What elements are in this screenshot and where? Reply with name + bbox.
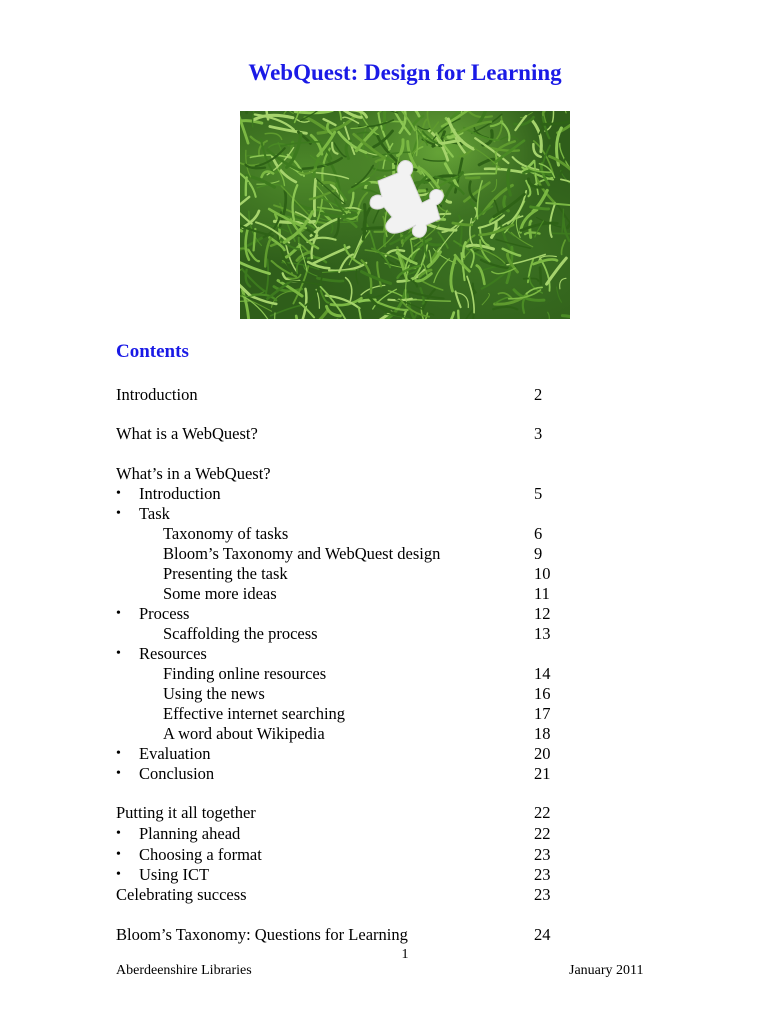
bullet-icon: •	[116, 867, 121, 882]
toc-entry-page: 22	[534, 824, 551, 843]
bullet-icon: •	[116, 606, 121, 621]
toc-entry-label: Putting it all together	[116, 803, 256, 822]
toc-entry-page: 11	[534, 584, 550, 603]
toc-entry-label: Finding online resources	[163, 664, 327, 683]
bullet-icon: •	[116, 847, 121, 862]
toc-entry-label: Scaffolding the process	[163, 624, 318, 643]
toc-entry-label: Celebrating success	[116, 885, 247, 904]
toc-entry-label: What is a WebQuest?	[116, 424, 258, 443]
toc-entry-page: 17	[534, 704, 551, 723]
footer-right: January 2011	[569, 963, 644, 978]
toc-entry-page: 9	[534, 544, 543, 563]
toc-entry-label: Taxonomy of tasks	[163, 524, 289, 543]
toc-entry-page: 23	[534, 845, 551, 864]
toc-entry-page: 12	[534, 604, 551, 623]
toc-entry-label: Process	[139, 604, 190, 623]
toc-entry-label: What’s in a WebQuest?	[116, 464, 271, 483]
contents-heading: Contents	[116, 341, 189, 362]
bullet-icon: •	[116, 646, 121, 661]
toc-entry-label: Introduction	[116, 385, 198, 404]
toc-entry-label: Planning ahead	[139, 824, 241, 843]
toc-entry-label: Using ICT	[139, 865, 210, 884]
toc-entry-page: 23	[534, 885, 551, 904]
bullet-icon: •	[116, 486, 121, 501]
toc-entry-label: Introduction	[139, 484, 221, 503]
toc-entry-page: 21	[534, 764, 551, 783]
toc-entry-label: Effective internet searching	[163, 704, 346, 723]
toc-entry-page: 2	[534, 385, 543, 404]
toc-entry-page: 10	[534, 564, 551, 583]
toc-entry-page: 18	[534, 724, 551, 743]
toc-entry-label: Using the news	[163, 684, 265, 703]
toc-entry-page: 22	[534, 803, 551, 822]
toc-entry-page: 16	[534, 684, 551, 703]
toc-entry-page: 14	[534, 664, 551, 683]
bullet-icon: •	[116, 826, 121, 841]
toc-entry-label: Evaluation	[139, 744, 211, 763]
toc-entry-label: Bloom’s Taxonomy and WebQuest design	[163, 544, 441, 563]
toc-entry-label: Task	[139, 504, 170, 523]
toc-entry-page: 5	[534, 484, 543, 503]
toc-entry-label: Presenting the task	[163, 564, 288, 583]
toc-entry-page: 24	[534, 925, 551, 944]
toc-entry-label: A word about Wikipedia	[163, 724, 325, 743]
page-number: 1	[401, 947, 409, 962]
bullet-icon: •	[116, 746, 121, 761]
toc-entry-label: Resources	[139, 644, 207, 663]
toc-entry-page: 23	[534, 865, 551, 884]
toc-entry-label: Some more ideas	[163, 584, 277, 603]
toc-entry-page: 3	[534, 424, 543, 443]
toc-entry-label: Bloom’s Taxonomy: Questions for Learning	[116, 925, 408, 944]
footer-left: Aberdeenshire Libraries	[116, 963, 252, 978]
toc-entry-label: Conclusion	[139, 764, 215, 783]
bullet-icon: •	[116, 506, 121, 521]
bullet-icon: •	[116, 766, 121, 781]
toc-entry-page: 13	[534, 624, 551, 643]
toc-entry-label: Choosing a format	[139, 845, 262, 864]
toc-entry-page: 20	[534, 744, 551, 763]
toc-entry-page: 6	[534, 524, 543, 543]
document-title: WebQuest: Design for Learning	[248, 60, 562, 85]
